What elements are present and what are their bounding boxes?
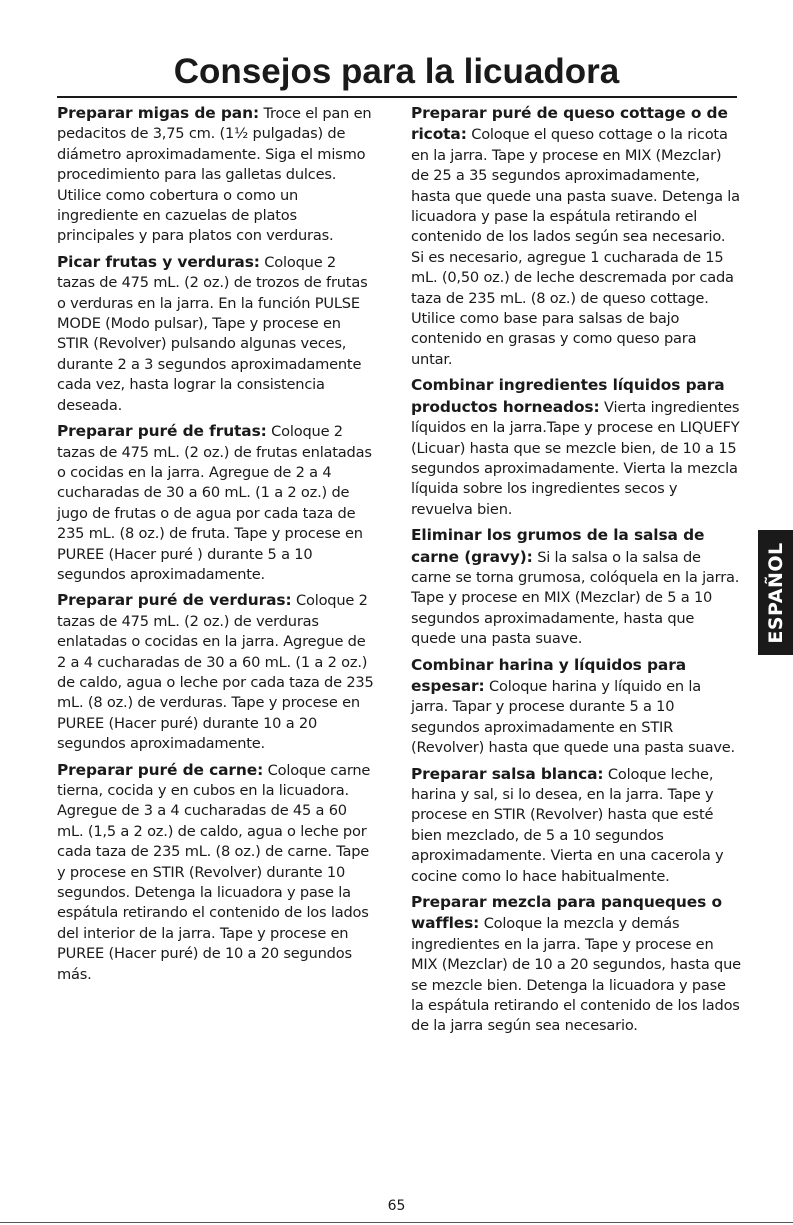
- tip-text: Coloque harina y líquido en la jarra. Tapar y procese durante 5 a 10 segundos aproximadamente en STIR (Revolver) hasta que quede una pasta suave.: [411, 677, 735, 757]
- page-number: 65: [387, 1198, 406, 1214]
- tip-text: Coloque 2 tazas de 475 mL. (2 oz.) de trozos de frutas o verduras en la jarra. En la función PULSE MODE (Modo pulsar), Tape y procese en STIR (Revolver) pulsando algunas veces, durante 2 a 3 segundos aproximadamente cada vez, hasta lograr la consistencia deseada.: [57, 253, 368, 414]
- tip-heading: Combinar ingredientes líquidos para productos horneados:: [411, 376, 725, 416]
- tip-heading: Eliminar los grumos de la salsa de carne (gravy):: [411, 526, 705, 566]
- language-side-tab: [758, 530, 793, 655]
- tip-heading: Preparar puré de verduras:: [57, 591, 292, 610]
- page-title: Consejos para la licuadora: [173, 52, 620, 91]
- tip-text: Vierta ingredientes líquidos en la jarra.Tape y procese en LIQUEFY (Licuar) hasta que se mezcle bien, de 10 a 15 segundos aproximadamente. Vierta la mezcla líquida sobre los ingredientes secos y revuelva bien.: [411, 398, 740, 518]
- tip-text: Troce el pan en pedacitos de 3,75 cm. (1½ pulgadas) de diámetro aproximadamente. Siga el mismo procedimiento para las galletas dulces. Utilice como cobertura o como un ingrediente en cazuelas de platos principales y para platos con verduras.: [57, 105, 372, 245]
- tip-text: Coloque la mezcla y demás ingredientes en la jarra. Tape y procese en MIX (Mezclar) de 10 a 20 segundos, hasta que se mezcle bien. Detenga la licuadora y pase la espátula retirando el contenido de los lados de la jarra según sea necesario.: [411, 915, 741, 1035]
- tip-heading: Combinar harina y líquidos para espesar:: [411, 655, 686, 695]
- tip-section: [57, 103, 375, 247]
- tip-section: [57, 590, 375, 754]
- tip-section: [411, 892, 741, 1037]
- tip-text: Coloque leche, harina y sal, si lo desea, en la jarra. Tape y procese en STIR (Revolver) hasta que esté bien mezclado, de 5 a 10 segundos aproximadamente. Vierta en una cacerola y cocine como lo hace habitualmente.: [411, 765, 724, 885]
- tip-section: [411, 525, 741, 649]
- tip-text: Coloque 2 tazas de 475 mL. (2 oz.) de frutas enlatadas o cocidas en la jarra. Agregue de 2 a 4 cucharadas de 30 a 60 mL. (1 a 2 oz.) de jugo de frutas o de agua por cada taza de 235 mL. (8 oz.) de fruta. Tape y procese en PUREE (Hacer puré ) durante 5 a 10 segundos aproximadamente.: [57, 423, 372, 583]
- title-rule: [57, 96, 737, 98]
- tip-text: Coloque carne tierna, cocida y en cubos en la licuadora. Agregue de 3 a 4 cucharadas de 45 a 60 mL. (1,5 a 2 oz.) de caldo, agua o leche por cada taza de 235 mL. (8 oz.) de carne. Tape y procese en STIR (Revolver) durante 10 segundos. Detenga la licuadora y pase la espátula retirando el contenido de los lados del interior de la jarra. Tape y procese en PUREE (Hacer puré) de 10 a 20 segundos más.: [57, 761, 371, 983]
- tip-heading: Preparar migas de pan:: [57, 104, 259, 122]
- tip-section: [57, 760, 375, 985]
- tip-heading: Picar frutas y verduras:: [57, 252, 260, 271]
- page-bottom-edge: [0, 1222, 793, 1223]
- tip-heading: Preparar puré de frutas:: [57, 422, 267, 441]
- tip-heading: Preparar salsa blanca:: [411, 764, 604, 783]
- tip-text: Coloque el queso cottage o la ricota en la jarra. Tape y procese en MIX (Mezclar) de 25 a 35 segundos aproximadamente, hasta que quede una pasta suave. Detenga la licuadora y pase la espátula retirando el contenido de los lados según sea necesario. Si es necesario, agregue 1 cucharada de 15 mL. (0,50 oz.) de leche descremada por cada taza de 235 mL. (8 oz.) de queso cottage. Utilice como base para salsas de bajo contenido en grasas y como queso para untar.: [411, 126, 740, 368]
- left-column: [57, 103, 375, 990]
- tip-section: [57, 421, 375, 585]
- tip-section: [411, 375, 741, 520]
- tip-section: [57, 252, 375, 416]
- tip-section: [411, 764, 741, 887]
- tip-heading: Preparar mezcla para panqueques o waffles:: [411, 893, 722, 933]
- tip-heading: Preparar puré de queso cottage o de ricota:: [411, 104, 728, 144]
- language-tab-label: ESPAÑOL: [764, 541, 787, 644]
- tip-text: Si la salsa o la salsa de carne se torna grumosa, colóquela en la jarra. Tape y procese en MIX (Mezclar) de 5 a 10 segundos aproximadamente, hasta que quede una pasta suave.: [411, 548, 740, 648]
- tip-section: [411, 103, 741, 370]
- right-column: [411, 103, 741, 1042]
- tip-section: [411, 655, 741, 759]
- tip-heading: Preparar puré de carne:: [57, 760, 264, 779]
- tip-text: Coloque 2 tazas de 475 mL. (2 oz.) de verduras enlatadas o cocidas en la jarra. Agregue de 2 a 4 cucharadas de 30 a 60 mL. (1 a 2 oz.) de caldo, agua o leche por cada taza de 235 mL. (8 oz.) de verduras. Tape y procese en PUREE (Hacer puré) durante 10 a 20 segundos aproximadamente.: [57, 592, 374, 753]
